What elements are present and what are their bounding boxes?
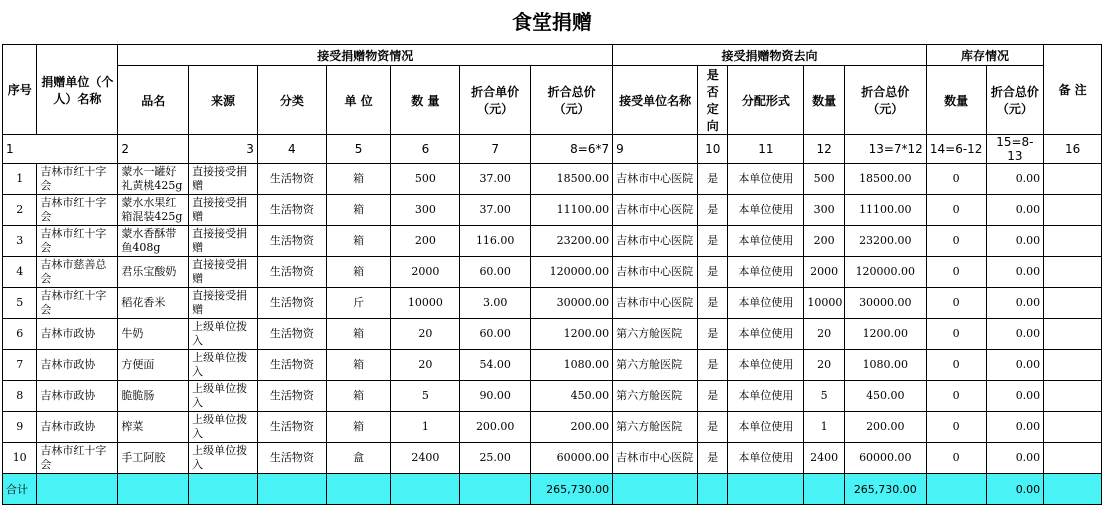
cell-total2: 23200.00 [844,226,926,257]
cell-category: 生活物资 [257,288,326,319]
cell-item: 脆脆肠 [118,381,189,412]
cell-qty: 2400 [391,443,460,474]
cell-source: 上级单位拨入 [189,412,258,443]
total-sum2: 265,730.00 [844,474,926,505]
cell-category: 生活物资 [257,381,326,412]
cell-total-price: 11100.00 [531,195,613,226]
cell-unit: 箱 [326,381,391,412]
cell-seq: 10 [3,443,37,474]
column-index-cell: 10 [698,135,728,164]
cell-unit: 箱 [326,412,391,443]
cell-alloc: 本单位使用 [728,164,804,195]
cell-qty2: 2400 [804,443,844,474]
total-row [3,474,1102,505]
cell-total2: 200.00 [844,412,926,443]
column-index-cell: 3 [189,135,258,164]
column-index-cell: 12 [804,135,844,164]
cell-qty: 10000 [391,288,460,319]
cell-is-directed: 是 [698,257,728,288]
cell-qty: 1 [391,412,460,443]
cell-total-price: 200.00 [531,412,613,443]
cell-unit-price: 60.00 [460,257,531,288]
cell-seq: 4 [3,257,37,288]
column-index-cell: 11 [728,135,804,164]
cell-qty2: 500 [804,164,844,195]
cell-donor: 吉林市慈善总会 [37,257,118,288]
cell-recv-unit: 吉林市中心医院 [613,443,698,474]
column-index-row [3,135,1102,164]
cell-remark [1044,257,1102,288]
cell-total2: 1080.00 [844,350,926,381]
total-empty-cell [118,474,189,505]
cell-qty: 20 [391,319,460,350]
cell-item: 榨菜 [118,412,189,443]
cell-unit: 箱 [326,257,391,288]
cell-donor: 吉林市红十字会 [37,443,118,474]
cell-source: 上级单位拨入 [189,319,258,350]
cell-unit: 箱 [326,319,391,350]
cell-is-directed: 是 [698,350,728,381]
cell-stock-total: 0.00 [986,164,1044,195]
cell-category: 生活物资 [257,195,326,226]
page-title: 食堂捐赠 [512,10,592,34]
header-stock-group: 库存情况 [926,45,1043,66]
cell-qty: 5 [391,381,460,412]
cell-total-price: 60000.00 [531,443,613,474]
column-index-cell: 13=7*12 [844,135,926,164]
total-empty-cell [460,474,531,505]
cell-unit-price: 90.00 [460,381,531,412]
cell-alloc: 本单位使用 [728,257,804,288]
cell-is-directed: 是 [698,412,728,443]
cell-donor: 吉林市政协 [37,381,118,412]
cell-remark [1044,350,1102,381]
cell-donor: 吉林市政协 [37,350,118,381]
cell-total2: 11100.00 [844,195,926,226]
cell-category: 生活物资 [257,164,326,195]
cell-recv-unit: 第六方舱医院 [613,350,698,381]
cell-stock-qty: 0 [926,257,986,288]
cell-unit-price: 116.00 [460,226,531,257]
cell-unit-price: 25.00 [460,443,531,474]
cell-remark [1044,381,1102,412]
cell-qty: 200 [391,226,460,257]
cell-unit: 箱 [326,164,391,195]
cell-remark [1044,226,1102,257]
total-sum: 265,730.00 [531,474,613,505]
total-empty-cell [804,474,844,505]
column-index-cell: 7 [460,135,531,164]
column-index-cell: 1 [3,135,118,164]
cell-alloc: 本单位使用 [728,412,804,443]
cell-total-price: 23200.00 [531,226,613,257]
header-recv-unit: 接受单位名称 [613,66,698,135]
cell-category: 生活物资 [257,226,326,257]
cell-category: 生活物资 [257,443,326,474]
cell-total2: 60000.00 [844,443,926,474]
cell-qty2: 1 [804,412,844,443]
cell-remark [1044,443,1102,474]
cell-unit-price: 37.00 [460,195,531,226]
cell-remark [1044,195,1102,226]
cell-qty: 500 [391,164,460,195]
cell-total2: 18500.00 [844,164,926,195]
cell-donor: 吉林市政协 [37,319,118,350]
total-empty-cell [326,474,391,505]
header-dest-group: 接受捐赠物资去向 [613,45,927,66]
cell-is-directed: 是 [698,195,728,226]
total-empty-cell [37,474,118,505]
cell-stock-total: 0.00 [986,257,1044,288]
cell-item: 方便面 [118,350,189,381]
cell-unit: 盒 [326,443,391,474]
cell-unit: 箱 [326,226,391,257]
cell-recv-unit: 吉林市中心医院 [613,257,698,288]
header-qty: 数 量 [391,66,460,135]
cell-is-directed: 是 [698,226,728,257]
cell-unit-price: 37.00 [460,164,531,195]
total-empty-cell [257,474,326,505]
cell-alloc: 本单位使用 [728,443,804,474]
cell-qty: 20 [391,350,460,381]
cell-source: 上级单位拨入 [189,443,258,474]
table-row [3,350,1102,381]
cell-unit-price: 54.00 [460,350,531,381]
table-row [3,412,1102,443]
cell-unit: 箱 [326,195,391,226]
cell-stock-qty: 0 [926,381,986,412]
cell-seq: 5 [3,288,37,319]
cell-unit: 斤 [326,288,391,319]
header-donor: 捐赠单位（个人）名称 [37,45,118,135]
cell-donor: 吉林市红十字会 [37,164,118,195]
cell-recv-unit: 第六方舱医院 [613,412,698,443]
table-row [3,288,1102,319]
header-qty2: 数量 [804,66,844,135]
cell-source: 上级单位拨入 [189,350,258,381]
cell-item: 蒙水香酥带鱼408g [118,226,189,257]
cell-unit-price: 60.00 [460,319,531,350]
cell-unit-price: 200.00 [460,412,531,443]
column-index-cell: 5 [326,135,391,164]
cell-unit-price: 3.00 [460,288,531,319]
table-row [3,319,1102,350]
cell-alloc: 本单位使用 [728,350,804,381]
cell-is-directed: 是 [698,288,728,319]
cell-is-directed: 是 [698,381,728,412]
cell-stock-total: 0.00 [986,226,1044,257]
table-row [3,164,1102,195]
cell-alloc: 本单位使用 [728,319,804,350]
cell-source: 直接接受捐赠 [189,288,258,319]
cell-donor: 吉林市政协 [37,412,118,443]
header-total-price: 折合总价（元） [531,66,613,135]
total-empty-cell [698,474,728,505]
total-empty-cell [189,474,258,505]
cell-category: 生活物资 [257,412,326,443]
cell-remark [1044,319,1102,350]
cell-alloc: 本单位使用 [728,195,804,226]
total-empty-cell [1044,474,1102,505]
cell-total-price: 18500.00 [531,164,613,195]
cell-donor: 吉林市红十字会 [37,195,118,226]
total-stock: 0.00 [986,474,1044,505]
cell-recv-unit: 吉林市中心医院 [613,226,698,257]
cell-total-price: 450.00 [531,381,613,412]
cell-stock-qty: 0 [926,164,986,195]
table-row [3,443,1102,474]
cell-stock-qty: 0 [926,195,986,226]
cell-seq: 1 [3,164,37,195]
cell-item: 君乐宝酸奶 [118,257,189,288]
cell-item: 手工阿胶 [118,443,189,474]
cell-recv-unit: 吉林市中心医院 [613,164,698,195]
cell-stock-qty: 0 [926,319,986,350]
cell-stock-qty: 0 [926,288,986,319]
cell-alloc: 本单位使用 [728,226,804,257]
donation-table [2,44,1102,505]
cell-total-price: 1200.00 [531,319,613,350]
cell-seq: 9 [3,412,37,443]
header-source: 来源 [189,66,258,135]
cell-source: 直接接受捐赠 [189,257,258,288]
total-empty-cell [613,474,698,505]
cell-item: 蒙水一罐好礼黄桃425g [118,164,189,195]
cell-stock-qty: 0 [926,226,986,257]
cell-qty2: 5 [804,381,844,412]
cell-remark [1044,164,1102,195]
cell-is-directed: 是 [698,319,728,350]
cell-seq: 7 [3,350,37,381]
cell-total2: 120000.00 [844,257,926,288]
header-stock-qty: 数量 [926,66,986,135]
cell-seq: 6 [3,319,37,350]
header-seq: 序号 [3,45,37,135]
total-empty-cell [926,474,986,505]
cell-total-price: 120000.00 [531,257,613,288]
cell-recv-unit: 吉林市中心医院 [613,288,698,319]
header-unit-price: 折合单价（元） [460,66,531,135]
header-stock-total: 折合总价（元） [986,66,1044,135]
header-alloc: 分配形式 [728,66,804,135]
cell-recv-unit: 第六方舱医院 [613,319,698,350]
column-index-cell: 16 [1044,135,1102,164]
column-index-cell: 2 [118,135,189,164]
column-index-cell: 9 [613,135,698,164]
cell-item: 蒙水水果红箱混装425g [118,195,189,226]
column-index-cell: 8=6*7 [531,135,613,164]
cell-total-price: 30000.00 [531,288,613,319]
table-row [3,195,1102,226]
cell-qty2: 20 [804,319,844,350]
cell-category: 生活物资 [257,319,326,350]
column-index-cell: 4 [257,135,326,164]
cell-source: 直接接受捐赠 [189,164,258,195]
cell-stock-qty: 0 [926,443,986,474]
cell-recv-unit: 第六方舱医院 [613,381,698,412]
cell-is-directed: 是 [698,164,728,195]
cell-seq: 8 [3,381,37,412]
cell-is-directed: 是 [698,443,728,474]
cell-stock-total: 0.00 [986,319,1044,350]
cell-stock-total: 0.00 [986,288,1044,319]
column-index-cell: 15=8-13 [986,135,1044,164]
cell-donor: 吉林市红十字会 [37,288,118,319]
cell-source: 上级单位拨入 [189,381,258,412]
cell-total2: 30000.00 [844,288,926,319]
cell-stock-qty: 0 [926,412,986,443]
cell-item: 稻花香米 [118,288,189,319]
column-index-cell: 6 [391,135,460,164]
cell-recv-unit: 吉林市中心医院 [613,195,698,226]
cell-unit: 箱 [326,350,391,381]
cell-remark [1044,288,1102,319]
cell-category: 生活物资 [257,350,326,381]
table-row [3,257,1102,288]
table-row [3,226,1102,257]
cell-qty2: 200 [804,226,844,257]
total-label: 合计 [3,474,37,505]
cell-qty: 300 [391,195,460,226]
header-item: 品名 [118,66,189,135]
header-is-directed: 是否定向 [698,66,728,135]
cell-stock-total: 0.00 [986,195,1044,226]
cell-source: 直接接受捐赠 [189,226,258,257]
cell-seq: 3 [3,226,37,257]
cell-remark [1044,412,1102,443]
cell-qty2: 10000 [804,288,844,319]
total-empty-cell [391,474,460,505]
table-row [3,381,1102,412]
cell-seq: 2 [3,195,37,226]
header-total2: 折合总价（元） [844,66,926,135]
cell-stock-total: 0.00 [986,350,1044,381]
total-empty-cell [728,474,804,505]
cell-category: 生活物资 [257,257,326,288]
cell-qty: 2000 [391,257,460,288]
cell-total2: 450.00 [844,381,926,412]
cell-item: 牛奶 [118,319,189,350]
cell-source: 直接接受捐赠 [189,195,258,226]
column-index-cell: 14=6-12 [926,135,986,164]
header-receive-group: 接受捐赠物资情况 [118,45,613,66]
cell-donor: 吉林市红十字会 [37,226,118,257]
cell-total-price: 1080.00 [531,350,613,381]
cell-alloc: 本单位使用 [728,381,804,412]
header-category: 分类 [257,66,326,135]
cell-stock-total: 0.00 [986,443,1044,474]
cell-total2: 1200.00 [844,319,926,350]
cell-qty2: 20 [804,350,844,381]
cell-stock-total: 0.00 [986,381,1044,412]
cell-qty2: 300 [804,195,844,226]
cell-qty2: 2000 [804,257,844,288]
header-unit: 单 位 [326,66,391,135]
header-remark: 备 注 [1044,45,1102,135]
cell-stock-total: 0.00 [986,412,1044,443]
cell-stock-qty: 0 [926,350,986,381]
cell-alloc: 本单位使用 [728,288,804,319]
